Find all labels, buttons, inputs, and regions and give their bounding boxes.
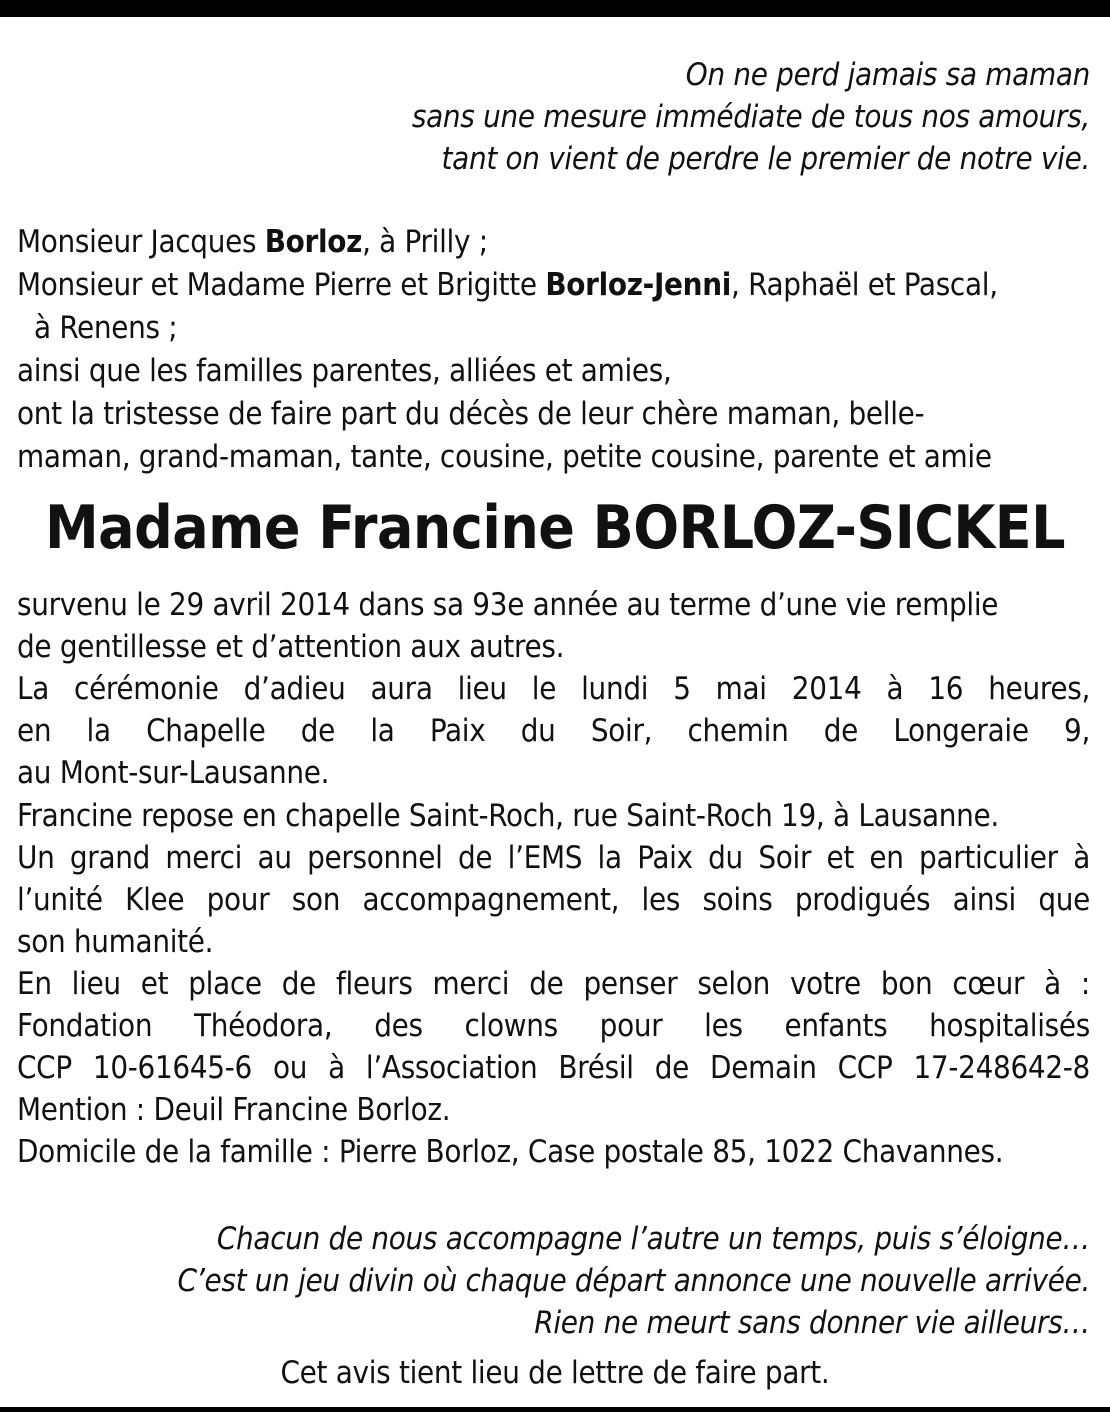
footer-note: Cet avis tient lieu de lettre de faire part. <box>280 1355 830 1391</box>
body-line-8: l’unité Klee pour son accompagnement, les soins prodigués ainsi que <box>17 882 1090 918</box>
closing-quote-line-2: C’est un jeu divin où chaque départ annonce une nouvelle arrivée. <box>177 1263 1090 1299</box>
family-name-pierre: Borloz-Jenni <box>545 267 731 303</box>
top-border-rule <box>0 0 1110 17</box>
epigraph-line-2: sans une mesure immédiate de tous nos amours, <box>411 99 1090 135</box>
body-line-7: Un grand merci au personnel de l’EMS la Paix du Soir et en particulier à <box>17 840 1090 876</box>
body-line-9: son humanité. <box>17 924 214 960</box>
body-line-14: Domicile de la famille : Pierre Borloz, Case postale 85, 1022 Chavannes. <box>17 1134 1004 1170</box>
body-line-3: La cérémonie d’adieu aura lieu le lundi 5 mai 2014 à 16 heures, <box>17 671 1090 707</box>
closing-quote-line-1: Chacun de nous accompagne l’autre un temps, puis s’éloigne… <box>216 1221 1090 1257</box>
body-line-1: survenu le 29 avril 2014 dans sa 93e année au terme d’une vie remplie <box>17 587 999 623</box>
family-line-1-suffix: , à Prilly ; <box>362 224 488 260</box>
body-line-10: En lieu et place de fleurs merci de penser selon votre bon cœur à : <box>17 966 1090 1002</box>
bottom-border-rule <box>0 1407 1110 1412</box>
epigraph-line-3: tant on vient de perdre le premier de notre vie. <box>441 141 1090 177</box>
epigraph-line-1: On ne perd jamais sa maman <box>685 57 1090 93</box>
body-line-11: Fondation Théodora, des clowns pour les enfants hospitalisés <box>17 1008 1090 1044</box>
family-line-5: ont la tristesse de faire part du décès de leur chère maman, belle- <box>17 396 925 432</box>
family-line-4: ainsi que les familles parentes, alliées et amies, <box>17 353 672 389</box>
body-line-6: Francine repose en chapelle Saint-Roch, rue Saint-Roch 19, à Lausanne. <box>17 798 999 834</box>
family-line-1-prefix: Monsieur Jacques <box>17 224 265 260</box>
family-line-1 <box>17 221 1090 263</box>
body-line-12: CCP 10-61645-6 ou à l’Association Brésil de Demain CCP 17-248642-8 <box>17 1050 1090 1086</box>
body-line-13: Mention : Deuil Francine Borloz. <box>17 1092 451 1128</box>
family-line-3: à Renens ; <box>34 310 178 346</box>
family-line-2-prefix: Monsieur et Madame Pierre et Brigitte <box>17 267 546 303</box>
family-line-2 <box>17 264 1090 306</box>
body-line-2: de gentillesse et d’attention aux autres. <box>17 629 565 665</box>
deceased-name: Madame Francine BORLOZ-SICKEL <box>44 493 1066 563</box>
closing-quote-line-3: Rien ne meurt sans donner vie ailleurs… <box>534 1305 1090 1341</box>
family-name-jacques: Borloz <box>264 224 363 260</box>
family-line-6: maman, grand-maman, tante, cousine, petite cousine, parente et amie <box>17 439 992 475</box>
body-line-4: en la Chapelle de la Paix du Soir, chemin de Longeraie 9, <box>17 713 1090 749</box>
family-line-2-suffix: , Raphaël et Pascal, <box>731 267 998 303</box>
body-line-5: au Mont-sur-Lausanne. <box>17 755 330 791</box>
